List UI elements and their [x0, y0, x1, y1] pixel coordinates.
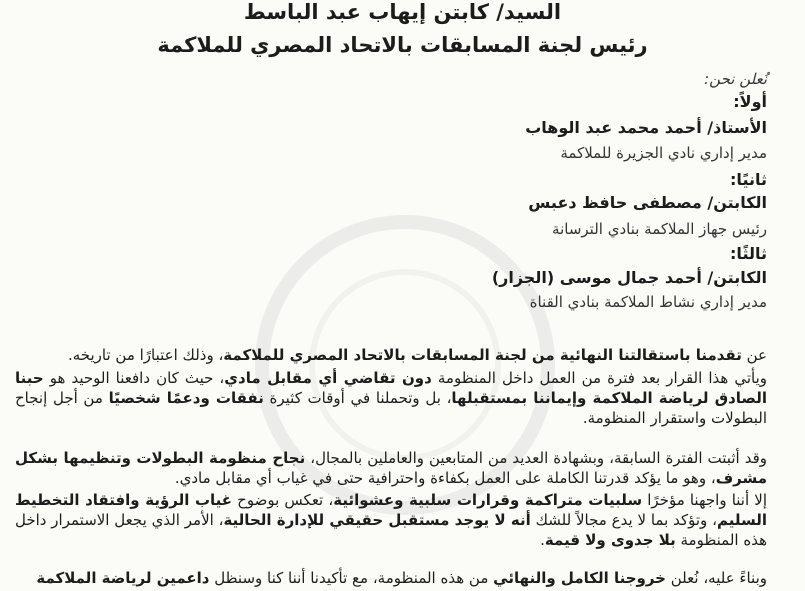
paragraph-conclusion: وبناءً عليه، نُعلن خروجنا الكامل والنهائي من هذه المنظومة، مع تأكيدنا أننا كنا وسنظل داعمين لرياضة الملاكمة — [36, 569, 767, 587]
addressee-name: السيد/ كابتن إيهاب عبد الباسط — [243, 0, 562, 24]
ordinal-first: أولاً: — [733, 92, 767, 111]
member-name: الأستاذ/ أحمد محمد عبد الوهاب — [525, 118, 767, 137]
paragraph-success: وقد أثبتت الفترة السابقة، وبشهادة العديد من المتابعين والعاملين بالمجال، نجاح منظومة البطولات وتنظيمها بشكل مشرف، وهو ما يؤكد قدرتنا الكاملة على العمل بكفاءة واحترافية حتى في غياب أي مقابل مادي. — [15, 449, 767, 487]
member-name: الكابتن/ مصطفى حافظ دعبس — [528, 193, 767, 212]
member-role: رئيس جهاز الملاكمة بنادي الترسانة — [552, 220, 767, 238]
paragraph-resignation: عن تقدمنا باستقالتنا النهائية من لجنة المسابقات بالاتحاد المصري للملاكمة، وذلك اعتبارًا من تاريخه. — [67, 346, 767, 364]
paragraph-problems: إلا أننا واجهنا مؤخرًا سلبيات متراكمة وقرارات سلبية وعشوائية، تعكس بوضوح غياب الرؤية وافتقاد التخطيط السليم، وتؤكد بما لا يدع مجالاً للشك أنه لا يوجد مستقبل حقيقي للإدارة الحالية، الأمر الذي يجعل الاستمرار داخل هذه المنظومة بلا جدوى ولا قيمة. — [15, 491, 767, 549]
member-role: مدير إداري نادي الجزيرة للملاكمة — [560, 144, 767, 162]
ordinal-third: ثالثًا: — [730, 244, 767, 263]
addressee-title: رئيس لجنة المسابقات بالاتحاد المصري للملاكمة — [157, 33, 648, 57]
intro-line: نُعلن نحن: — [704, 70, 767, 88]
member-name: الكابتن/ أحمد جمال موسى (الجزار) — [491, 268, 767, 287]
ordinal-second: ثانيًا: — [730, 170, 767, 189]
paragraph-background: ويأتي هذا القرار بعد فترة من العمل داخل المنظومة دون تقاضي أي مقابل مادي، حيث كان دافعنا الوحيد هو حبنا الصادق لرياضة الملاكمة وإيماننا بمستقبلها، بل وتحملنا في أوقات كثيرة نفقات ودعمًا شخصيًا من أجل إنجاح البطولات واستقرار المنظومة. — [15, 369, 768, 427]
member-role: مدير إداري نشاط الملاكمة بنادي القناة — [529, 293, 767, 311]
